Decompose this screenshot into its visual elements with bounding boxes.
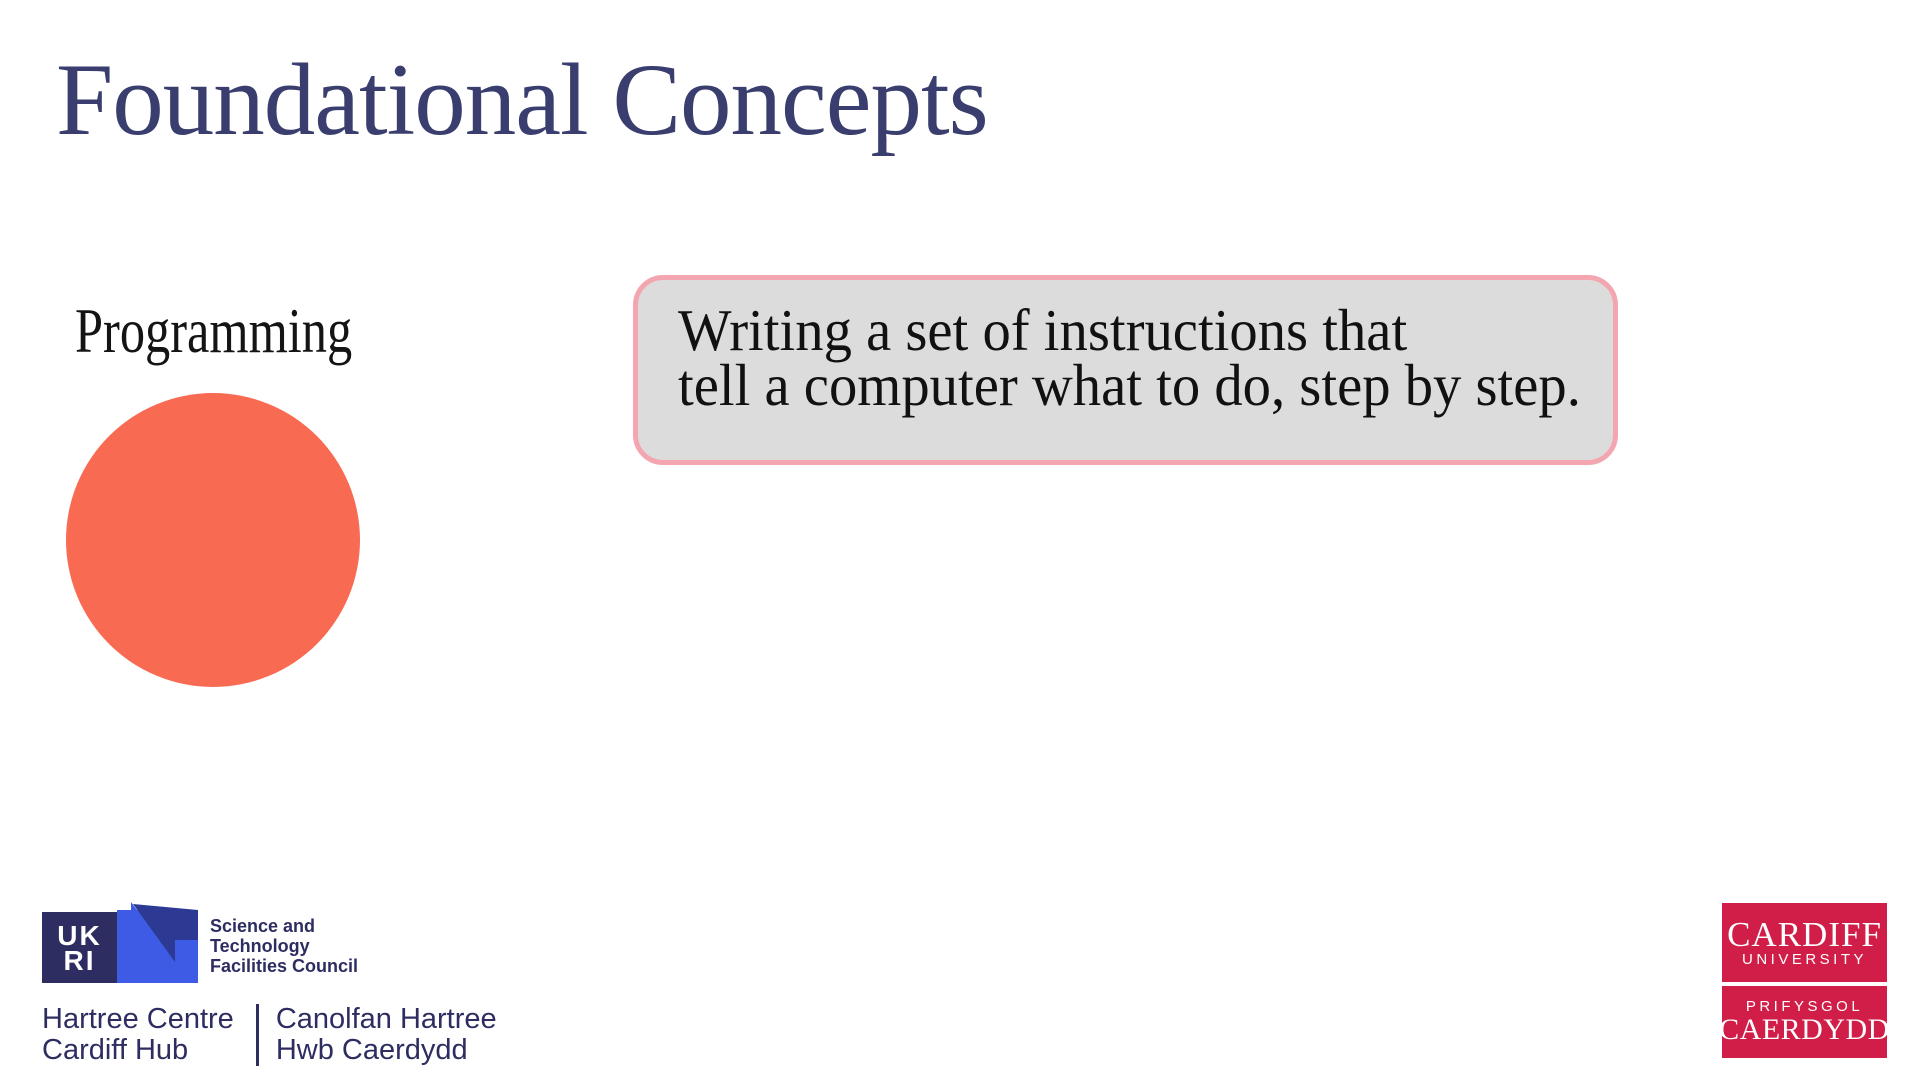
cardiff-logo-cardiff: CARDIFF (1727, 914, 1882, 954)
cardiff-university-logo (1719, 903, 1890, 1058)
stfc-name-line-2: Technology (210, 936, 310, 956)
ukri-letters-ri: RI (63, 944, 96, 976)
cardiff-logo-university: UNIVERSITY (1741, 950, 1867, 968)
cardiff-logo-caerdydd: CAERDYDD (1719, 1013, 1890, 1046)
hartree-name-welsh (276, 1004, 497, 1066)
ukri-stfc-logo (42, 902, 502, 983)
ukri-letters-icon (42, 912, 117, 983)
stfc-name-line-1: Science and (210, 916, 316, 936)
definition-box (633, 275, 1618, 465)
hartree-name-english (42, 1004, 234, 1066)
hartree-divider (256, 1004, 259, 1066)
hartree-cy-line-1: Canolfan Hartree (275, 1003, 497, 1035)
ukri-flag-icon (117, 902, 198, 983)
definition-line-2: tell a computer what to do, step by step. (678, 352, 1581, 418)
hartree-centre-lockup (42, 1004, 497, 1066)
cardiff-logo-welsh-block (1719, 986, 1890, 1058)
stfc-name-line-3: Facilities Council (210, 956, 359, 976)
cardiff-logo-prifysgol: PRIFYSGOL (1745, 998, 1864, 1015)
concept-circle (66, 393, 360, 687)
ukri-letters-uk: UK (57, 919, 102, 951)
hartree-cy-line-2: Hwb Caerdydd (275, 1034, 468, 1066)
hartree-en-line-1: Hartree Centre (42, 1003, 234, 1035)
hartree-en-line-2: Cardiff Hub (42, 1034, 189, 1066)
concept-label: Programming (75, 296, 353, 366)
definition-line-1: Writing a set of instructions that (678, 297, 1408, 363)
stfc-council-name (210, 916, 358, 976)
slide-title: Foundational Concepts (56, 43, 988, 157)
cardiff-logo-english-block (1722, 903, 1887, 982)
